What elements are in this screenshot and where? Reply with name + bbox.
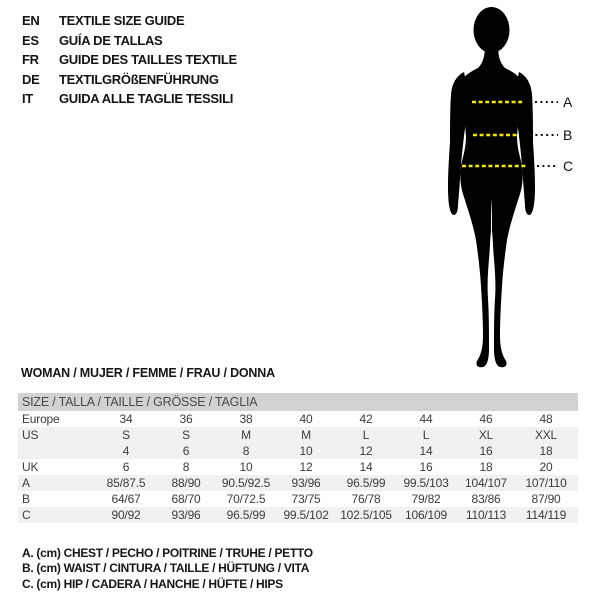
size-value: 38 xyxy=(239,412,253,426)
size-value: 85/87.5 xyxy=(106,476,146,490)
size-value: 10 xyxy=(239,460,253,474)
size-value: 8 xyxy=(182,460,190,474)
size-value: 96.5/99 xyxy=(346,476,386,490)
size-value: 90/92 xyxy=(111,508,141,522)
size-value: 18 xyxy=(479,460,493,474)
silhouette-body xyxy=(459,44,524,367)
size-value: 99.5/103 xyxy=(403,476,449,490)
size-value: 16 xyxy=(419,460,433,474)
size-value: 4 xyxy=(122,444,130,458)
size-value: M xyxy=(301,428,311,442)
size-value: 99.5/102 xyxy=(283,508,329,522)
lang-title: GUÍA DE TALLAS xyxy=(59,32,163,48)
table-row-uk xyxy=(18,459,578,475)
lang-row-it xyxy=(22,89,237,109)
lang-row-fr xyxy=(22,50,237,70)
size-value: 76/78 xyxy=(351,492,381,506)
size-value: 68/70 xyxy=(171,492,201,506)
size-value: 12 xyxy=(359,444,373,458)
size-value: 107/110 xyxy=(525,476,567,490)
table-row-europe xyxy=(18,411,578,427)
size-value: 93/96 xyxy=(171,508,201,522)
size-value: 93/96 xyxy=(291,476,321,490)
size-value: 34 xyxy=(119,412,133,426)
measurement-figure xyxy=(420,0,600,370)
size-value: 40 xyxy=(299,412,313,426)
size-value: 6 xyxy=(122,460,130,474)
size-value: S xyxy=(182,428,190,442)
size-value: L xyxy=(422,428,430,442)
table-row-chest xyxy=(18,475,578,491)
measurement-legend xyxy=(22,545,313,592)
size-value: 102.5/105 xyxy=(340,508,392,522)
size-value: 83/86 xyxy=(471,492,501,506)
row-label: Europe xyxy=(22,412,60,426)
size-value: 96.5/99 xyxy=(226,508,266,522)
size-value: 14 xyxy=(419,444,433,458)
lang-code: EN xyxy=(22,13,40,29)
size-value: 20 xyxy=(539,460,553,474)
size-value: 104/107 xyxy=(465,476,507,490)
table-header-row xyxy=(18,393,578,411)
size-value: 46 xyxy=(479,412,493,426)
size-value: XL xyxy=(478,428,494,442)
lang-title: GUIDA ALLE TAGLIE TESSILI xyxy=(59,91,234,107)
marker-a-label: A xyxy=(563,94,573,110)
size-value: XXL xyxy=(534,428,558,442)
size-value: M xyxy=(241,428,251,442)
table-row-us-letters xyxy=(18,427,578,443)
lang-title: TEXTILE SIZE GUIDE xyxy=(59,13,185,29)
size-value: 79/82 xyxy=(411,492,441,506)
table-header-label: SIZE / TALLA / TAILLE / GRÖSSE / TAGLIA xyxy=(22,395,258,409)
marker-b-label: B xyxy=(563,127,573,143)
legend-chest: A. (cm) CHEST / PECHO / POITRINE / TRUHE / PETTO xyxy=(22,545,313,560)
lang-row-de xyxy=(22,70,237,90)
row-label: UK xyxy=(22,460,39,474)
size-value: 14 xyxy=(359,460,373,474)
size-value: 48 xyxy=(539,412,553,426)
size-value: L xyxy=(362,428,370,442)
size-value: 87/90 xyxy=(531,492,561,506)
lang-row-es xyxy=(22,31,237,51)
size-value: 36 xyxy=(179,412,193,426)
table-title: WOMAN / MUJER / FEMME / FRAU / DONNA xyxy=(21,366,275,380)
size-value: 42 xyxy=(359,412,373,426)
row-label: C xyxy=(22,508,31,522)
size-value: 73/75 xyxy=(291,492,321,506)
size-value: 88/90 xyxy=(171,476,201,490)
language-list xyxy=(22,11,237,109)
size-value: 70/72.5 xyxy=(226,492,266,506)
table-row-hip xyxy=(18,507,578,523)
lang-code: ES xyxy=(22,32,39,48)
size-value: 110/113 xyxy=(465,508,507,522)
lang-code: FR xyxy=(22,52,39,68)
size-value: 10 xyxy=(299,444,313,458)
row-label: A xyxy=(22,476,30,490)
size-value: 114/119 xyxy=(525,508,567,522)
size-table xyxy=(18,393,578,523)
size-value: 90.5/92.5 xyxy=(221,476,271,490)
legend-hip: C. (cm) HIP / CADERA / HANCHE / HÜFTE / HIPS xyxy=(22,576,283,591)
table-row-us-numbers xyxy=(18,443,578,459)
size-value: 18 xyxy=(539,444,553,458)
marker-c-label: C xyxy=(563,158,574,174)
size-value: S xyxy=(122,428,130,442)
size-value: 12 xyxy=(299,460,313,474)
lang-row-en xyxy=(22,11,237,31)
size-value: 6 xyxy=(182,444,190,458)
size-value: 8 xyxy=(242,444,250,458)
lang-title: TEXTILGRÖßENFÜHRUNG xyxy=(59,71,219,87)
size-value: 106/109 xyxy=(405,508,447,522)
row-label: B xyxy=(22,492,30,506)
table-row-waist xyxy=(18,491,578,507)
row-label: US xyxy=(22,428,39,442)
legend-waist: B. (cm) WAIST / CINTURA / TAILLE / HÜFTUNG / VITA xyxy=(22,561,310,576)
woman-silhouette-icon xyxy=(420,0,600,370)
lang-code: IT xyxy=(22,91,33,107)
lang-code: DE xyxy=(22,71,40,87)
size-value: 44 xyxy=(419,412,433,426)
size-value: 64/67 xyxy=(111,492,141,506)
size-value: 16 xyxy=(479,444,493,458)
lang-title: GUIDE DES TAILLES TEXTILE xyxy=(59,52,237,68)
